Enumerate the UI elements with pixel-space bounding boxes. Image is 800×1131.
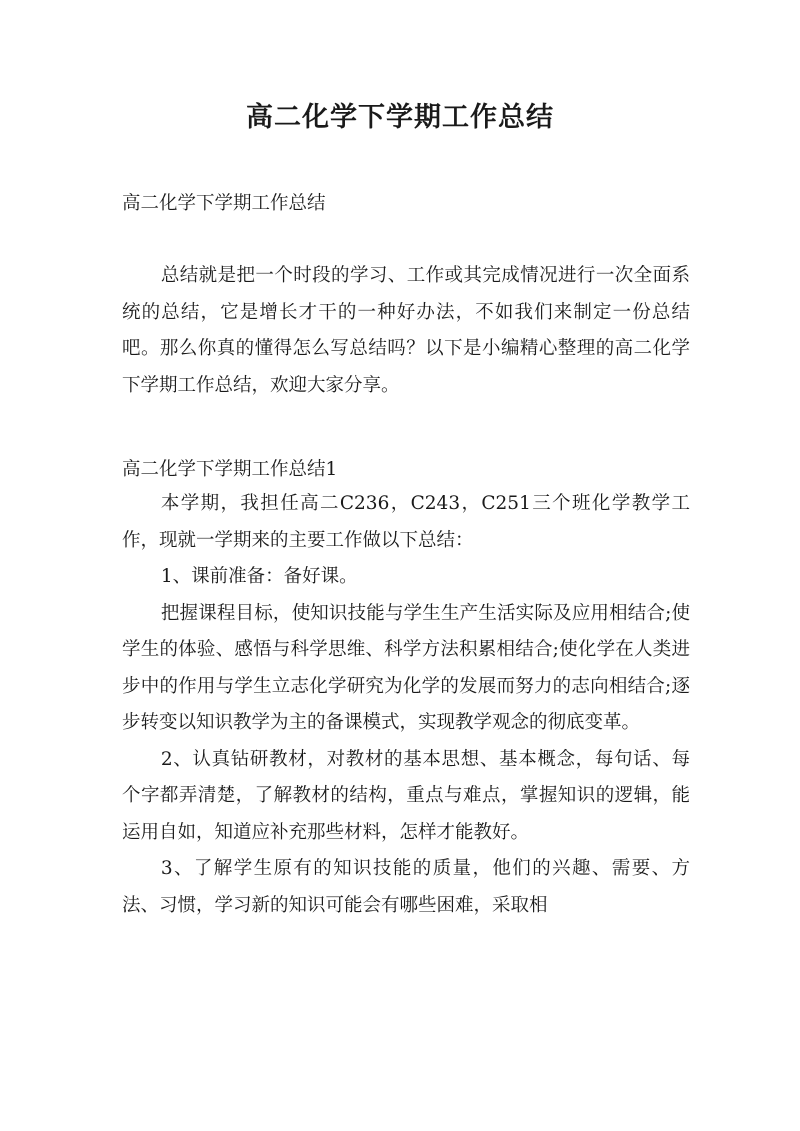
paragraph-4: 2、认真钻研教材，对教材的基本思想、基本概念，每句话、每个字都弄清楚，了解教材的结构，重点与难点，掌握知识的逻辑，能运用自如，知道应补充那些材料，怎样才能教好。 — [122, 748, 690, 843]
section-heading: 高二化学下学期工作总结1 — [122, 459, 338, 480]
paragraph-2: 1、课前准备：备好课。 — [160, 566, 358, 587]
paragraph-1: 本学期，我担任高二C236，C243，C251三个班化学教学工作，现就一学期来的主要工作做以下总结： — [122, 493, 690, 551]
section-content — [122, 486, 690, 924]
document-title: 高二化学下学期工作总结 — [246, 102, 554, 133]
paragraph-5: 3、了解学生原有的知识技能的质量，他们的兴趣、需要、方法、习惯，学习新的知识可能会有哪些困难，采取相 — [122, 858, 690, 916]
document-subtitle: 高二化学下学期工作总结 — [122, 193, 326, 214]
paragraph-3: 把握课程目标，使知识技能与学生生产生活实际及应用相结合;使学生的体验、感悟与科学思维、科学方法积累相结合;使化学在人类进步中的作用与学生立志化学研究为化学的发展而努力的志向相结合;逐步转变以知识教学为主的备课模式，实现教学观念的彻底变革。 — [122, 602, 690, 733]
intro-paragraph: 总结就是把一个时段的学习、工作或其完成情况进行一次全面系统的总结，它是增长才干的一种好办法，不如我们来制定一份总结吧。那么你真的懂得怎么写总结吗？以下是小编精心整理的高二化学下学期工作总结，欢迎大家分享。 — [122, 265, 690, 396]
